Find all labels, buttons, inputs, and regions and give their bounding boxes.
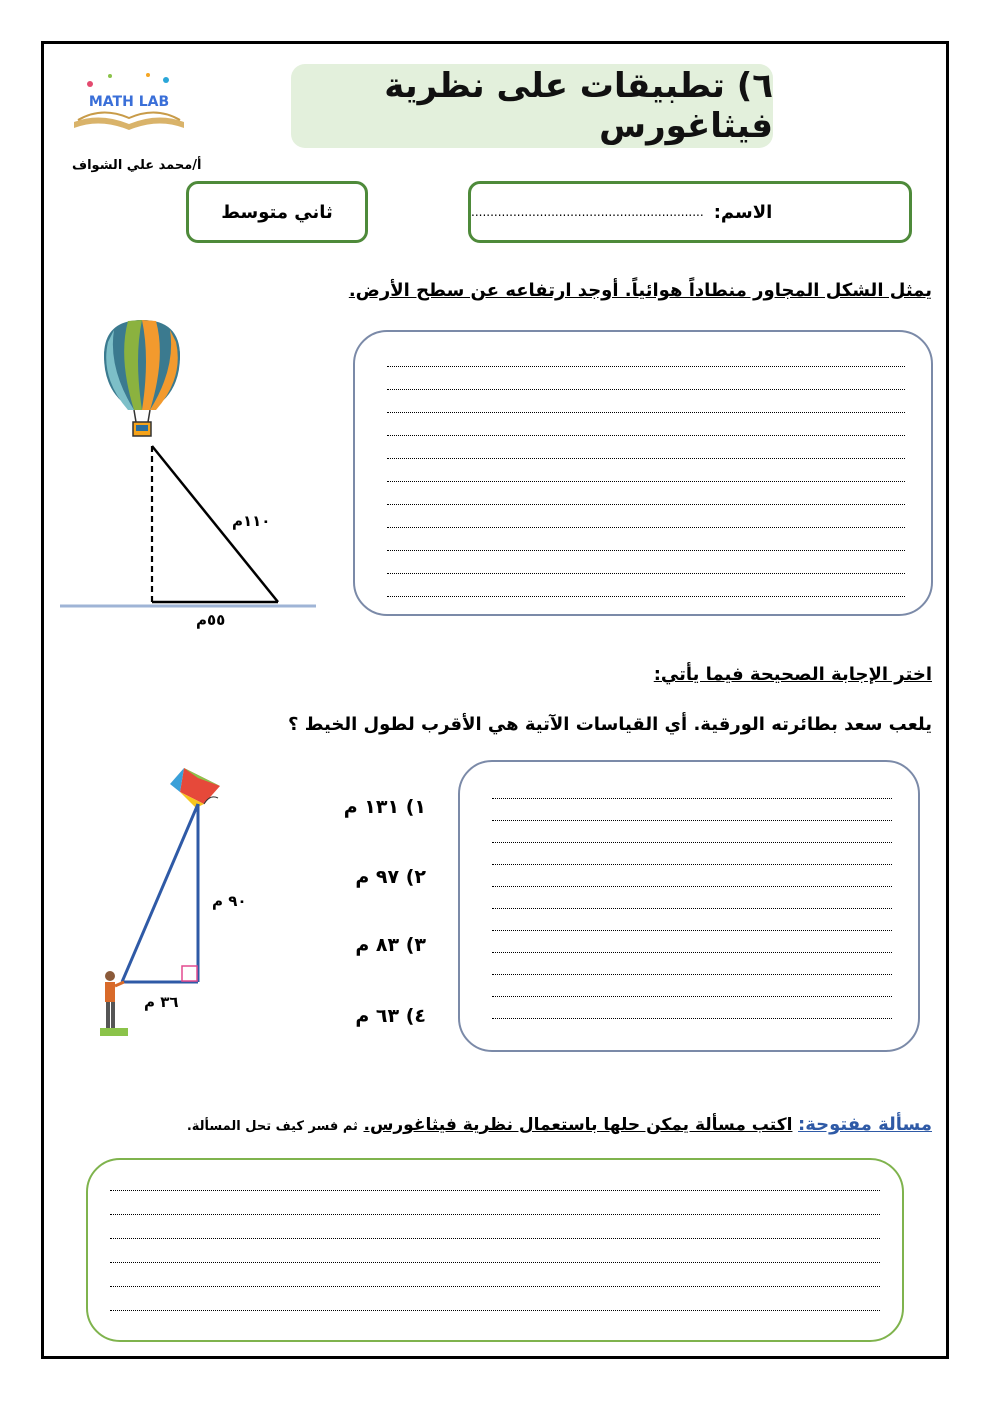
- choice-4[interactable]: ٤) ٦٣ م: [355, 1005, 426, 1027]
- math-lab-logo: [70, 66, 188, 138]
- q1-base-label: ٥٥م: [196, 611, 226, 629]
- kite-string-line: [122, 804, 198, 982]
- name-label: الاسم:: [713, 201, 773, 223]
- q2-height-label: ٩٠ م: [212, 892, 247, 910]
- choice-3[interactable]: ٣) ٨٣ م: [355, 934, 426, 956]
- kite-icon: [170, 768, 220, 808]
- q2-base-label: ٣٦ م: [144, 993, 179, 1011]
- person-icon: [105, 971, 124, 1028]
- q1-hyp-label: ١١٠م: [232, 512, 271, 530]
- q3-main: اكتب مسألة يمكن حلها باستعمال نظرية فيثاغورس.: [363, 1115, 793, 1135]
- grass: [100, 1028, 128, 1036]
- q2-heading: اختر الإجابة الصحيحة فيما يأتي:: [653, 664, 932, 685]
- name-box[interactable]: [468, 181, 912, 243]
- title-banner: [291, 64, 773, 148]
- choice-2[interactable]: ٢) ٩٧ م: [355, 866, 426, 888]
- choice-1[interactable]: ١) ١٣١ م: [343, 796, 426, 818]
- q3-tail: ثم فسر كيف تحل المسألة.: [186, 1119, 358, 1134]
- level-label: ثاني متوسط: [221, 201, 333, 223]
- q1-text: يمثل الشكل المجاور منطاداً هوائياً. أوجد ارتفاعه عن سطح الأرض.: [348, 280, 932, 301]
- q2-text: يلعب سعد بطائرته الورقية. أي القياسات الآتية هي الأقرب لطول الخيط ؟: [288, 714, 932, 735]
- name-blank[interactable]: .............................................................: [471, 205, 704, 219]
- logo-text: MATH LAB: [88, 94, 170, 110]
- author-name: أ/محمد علي الشواف: [72, 158, 202, 173]
- level-box: [186, 181, 368, 243]
- q3-text: [187, 1114, 932, 1135]
- right-angle-mark: [182, 966, 197, 981]
- q2-answer-box[interactable]: [458, 760, 920, 1052]
- balloon-icon: [104, 320, 180, 436]
- q1-answer-box[interactable]: [353, 330, 933, 616]
- page-title: ٦) تطبيقات على نظرية فيثاغورس: [384, 66, 773, 146]
- q3-answer-box[interactable]: [86, 1158, 904, 1342]
- balloon-figure: [58, 318, 320, 630]
- q3-label: مسألة مفتوحة:: [798, 1114, 932, 1135]
